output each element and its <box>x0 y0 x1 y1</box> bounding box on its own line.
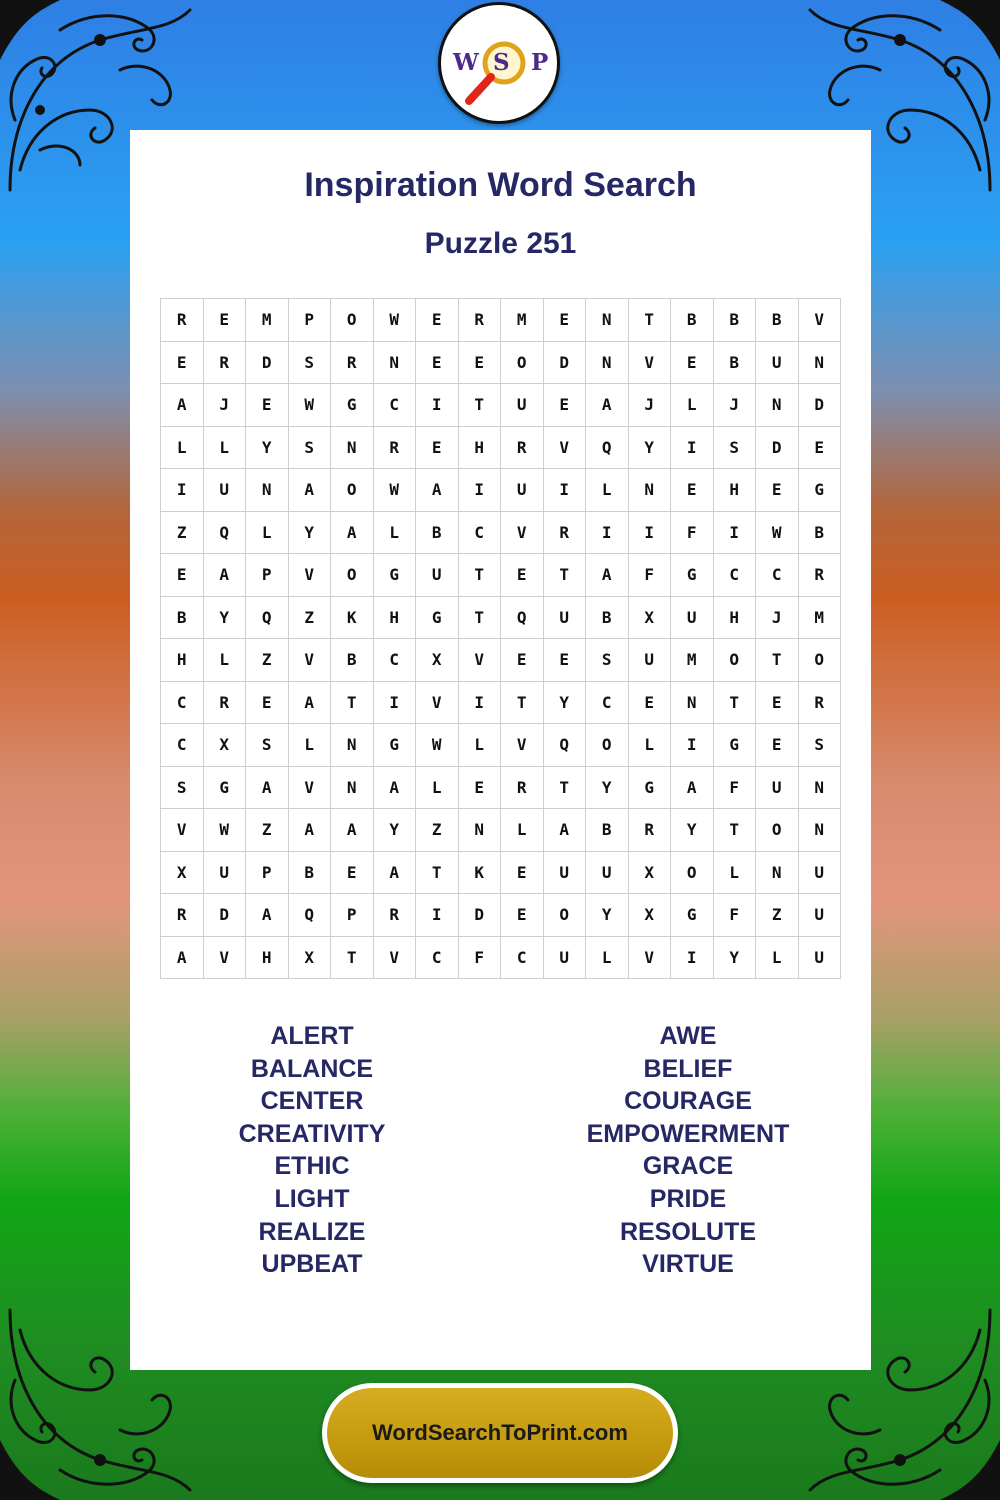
grid-cell[interactable]: F <box>671 512 714 555</box>
grid-cell[interactable]: B <box>586 809 629 852</box>
grid-cell[interactable]: Z <box>289 597 332 640</box>
grid-cell[interactable]: B <box>799 512 842 555</box>
grid-cell[interactable]: L <box>756 937 799 980</box>
puzzle-number: Puzzle 251 <box>424 227 577 260</box>
grid-cell[interactable]: N <box>459 809 502 852</box>
website-button[interactable] <box>322 1383 678 1483</box>
grid-cell[interactable]: U <box>799 852 842 895</box>
grid-cell[interactable]: I <box>459 469 502 512</box>
grid-cell[interactable]: J <box>204 384 247 427</box>
grid-cell[interactable]: I <box>586 512 629 555</box>
grid-cell[interactable]: A <box>289 469 332 512</box>
grid-cell[interactable]: T <box>459 597 502 640</box>
grid-cell[interactable]: D <box>756 427 799 470</box>
grid-cell[interactable]: T <box>756 639 799 682</box>
grid-cell[interactable]: S <box>586 639 629 682</box>
word-item: UPBEAT <box>261 1250 363 1279</box>
grid-cell[interactable]: E <box>756 469 799 512</box>
grid-cell[interactable]: Y <box>629 427 672 470</box>
grid-cell[interactable]: G <box>204 767 247 810</box>
grid-cell[interactable]: E <box>416 427 459 470</box>
grid-cell[interactable]: A <box>161 937 204 980</box>
grid-cell[interactable]: V <box>204 937 247 980</box>
grid-cell[interactable]: Y <box>544 682 587 725</box>
grid-cell[interactable]: Z <box>246 809 289 852</box>
grid-cell[interactable]: S <box>246 724 289 767</box>
grid-cell[interactable]: W <box>374 299 417 342</box>
grid-cell[interactable]: A <box>161 384 204 427</box>
grid-cell[interactable]: O <box>331 554 374 597</box>
grid-cell[interactable]: R <box>204 682 247 725</box>
grid-cell[interactable]: V <box>289 639 332 682</box>
grid-cell[interactable]: C <box>416 937 459 980</box>
grid-cell[interactable]: I <box>544 469 587 512</box>
grid-cell[interactable]: N <box>586 299 629 342</box>
grid-cell[interactable]: X <box>629 894 672 937</box>
grid-cell[interactable]: E <box>331 852 374 895</box>
grid-cell[interactable]: B <box>416 512 459 555</box>
grid-cell[interactable]: Y <box>714 937 757 980</box>
grid-cell[interactable]: M <box>501 299 544 342</box>
word-item: VIRTUE <box>642 1250 734 1279</box>
grid-cell[interactable]: N <box>331 767 374 810</box>
grid-cell[interactable]: B <box>714 342 757 385</box>
grid-cell[interactable]: T <box>459 384 502 427</box>
word-item: LIGHT <box>274 1184 350 1213</box>
grid-cell[interactable]: V <box>629 937 672 980</box>
grid-cell[interactable]: O <box>799 639 842 682</box>
grid-cell[interactable]: C <box>501 937 544 980</box>
grid-cell[interactable]: C <box>374 384 417 427</box>
grid-cell[interactable]: C <box>714 554 757 597</box>
grid-cell[interactable]: C <box>161 724 204 767</box>
grid-cell[interactable]: S <box>289 342 332 385</box>
grid-cell[interactable]: Y <box>246 427 289 470</box>
grid-cell[interactable]: H <box>246 937 289 980</box>
grid-cell[interactable]: D <box>799 384 842 427</box>
grid-cell[interactable]: L <box>204 639 247 682</box>
grid-cell[interactable]: L <box>629 724 672 767</box>
grid-cell[interactable]: E <box>161 342 204 385</box>
grid-cell[interactable]: A <box>416 469 459 512</box>
grid-cell[interactable]: Q <box>204 512 247 555</box>
grid-cell[interactable]: U <box>671 597 714 640</box>
grid-cell[interactable]: N <box>374 342 417 385</box>
word-item: EMPOWERMENT <box>586 1119 790 1148</box>
grid-cell[interactable]: N <box>629 469 672 512</box>
grid-cell[interactable]: G <box>671 554 714 597</box>
grid-cell[interactable]: N <box>331 724 374 767</box>
grid-cell[interactable]: G <box>799 469 842 512</box>
grid-cell[interactable]: L <box>246 512 289 555</box>
grid-cell[interactable]: L <box>416 767 459 810</box>
grid-cell[interactable]: I <box>374 682 417 725</box>
grid-cell[interactable]: I <box>459 682 502 725</box>
grid-cell[interactable]: N <box>799 809 842 852</box>
grid-cell[interactable]: T <box>714 809 757 852</box>
grid-cell[interactable]: R <box>459 299 502 342</box>
grid-cell[interactable]: I <box>714 512 757 555</box>
grid-cell[interactable]: Y <box>586 894 629 937</box>
grid-cell[interactable]: T <box>544 554 587 597</box>
wsp-logo[interactable] <box>438 2 560 124</box>
grid-cell[interactable]: E <box>416 299 459 342</box>
grid-cell[interactable]: R <box>544 512 587 555</box>
word-item: BALANCE <box>250 1054 374 1083</box>
grid-cell[interactable]: N <box>331 427 374 470</box>
grid-cell[interactable]: H <box>459 427 502 470</box>
grid-cell[interactable]: I <box>416 384 459 427</box>
word-item: PRIDE <box>649 1184 727 1213</box>
grid-cell[interactable]: B <box>331 639 374 682</box>
grid-cell[interactable]: U <box>544 597 587 640</box>
word-item: COURAGE <box>624 1087 752 1116</box>
grid-cell[interactable]: B <box>586 597 629 640</box>
grid-cell[interactable]: I <box>629 512 672 555</box>
grid-cell[interactable]: V <box>289 767 332 810</box>
grid-cell[interactable]: A <box>586 384 629 427</box>
grid-cell[interactable]: E <box>501 554 544 597</box>
grid-cell[interactable]: U <box>756 767 799 810</box>
letter-grid[interactable] <box>160 298 841 979</box>
grid-cell[interactable]: U <box>544 852 587 895</box>
word-item: RESOLUTE <box>619 1217 757 1246</box>
grid-cell[interactable]: G <box>416 597 459 640</box>
grid-cell[interactable]: N <box>586 342 629 385</box>
grid-cell[interactable]: G <box>374 554 417 597</box>
grid-cell[interactable]: L <box>586 937 629 980</box>
word-item: ETHIC <box>274 1152 350 1181</box>
grid-cell[interactable]: R <box>161 299 204 342</box>
grid-cell[interactable]: H <box>374 597 417 640</box>
grid-cell[interactable]: M <box>246 299 289 342</box>
grid-cell[interactable]: P <box>289 299 332 342</box>
grid-cell[interactable]: O <box>586 724 629 767</box>
grid-cell[interactable]: E <box>544 639 587 682</box>
grid-cell[interactable]: P <box>246 554 289 597</box>
grid-cell[interactable]: D <box>246 342 289 385</box>
grid-cell[interactable]: H <box>161 639 204 682</box>
word-item: CREATIVITY <box>238 1119 386 1148</box>
grid-cell[interactable]: R <box>799 682 842 725</box>
puzzle-sheet <box>130 130 871 1370</box>
grid-cell[interactable]: T <box>629 299 672 342</box>
grid-cell[interactable]: Z <box>161 512 204 555</box>
grid-cell[interactable]: J <box>714 384 757 427</box>
grid-cell[interactable]: L <box>586 469 629 512</box>
grid-cell[interactable]: V <box>544 427 587 470</box>
grid-cell[interactable]: E <box>756 682 799 725</box>
grid-cell[interactable]: A <box>374 852 417 895</box>
grid-cell[interactable]: N <box>799 767 842 810</box>
grid-cell[interactable]: B <box>671 299 714 342</box>
grid-cell[interactable]: L <box>501 809 544 852</box>
grid-cell[interactable]: M <box>799 597 842 640</box>
grid-cell[interactable]: F <box>714 894 757 937</box>
grid-cell[interactable]: O <box>331 469 374 512</box>
grid-cell[interactable]: K <box>331 597 374 640</box>
grid-cell[interactable]: T <box>544 767 587 810</box>
grid-cell[interactable]: E <box>459 767 502 810</box>
grid-cell[interactable]: E <box>501 894 544 937</box>
grid-cell[interactable]: W <box>756 512 799 555</box>
grid-cell[interactable]: Y <box>586 767 629 810</box>
grid-cell[interactable]: Z <box>416 809 459 852</box>
grid-cell[interactable]: B <box>289 852 332 895</box>
grid-cell[interactable]: I <box>671 427 714 470</box>
grid-cell[interactable]: A <box>289 682 332 725</box>
grid-cell[interactable]: A <box>246 894 289 937</box>
grid-cell[interactable]: E <box>544 299 587 342</box>
grid-cell[interactable]: T <box>331 937 374 980</box>
logo-letter-p: P <box>531 49 549 76</box>
grid-cell[interactable]: F <box>459 937 502 980</box>
grid-cell[interactable]: I <box>161 469 204 512</box>
grid-cell[interactable]: C <box>161 682 204 725</box>
grid-cell[interactable]: A <box>586 554 629 597</box>
grid-cell[interactable]: E <box>756 724 799 767</box>
grid-cell[interactable]: E <box>416 342 459 385</box>
grid-cell[interactable]: V <box>289 554 332 597</box>
grid-cell[interactable]: N <box>756 852 799 895</box>
grid-cell[interactable]: U <box>501 469 544 512</box>
grid-cell[interactable]: G <box>331 384 374 427</box>
grid-cell[interactable]: L <box>374 512 417 555</box>
grid-cell[interactable]: S <box>714 427 757 470</box>
grid-cell[interactable]: B <box>714 299 757 342</box>
grid-cell[interactable]: D <box>459 894 502 937</box>
grid-cell[interactable]: R <box>204 342 247 385</box>
grid-cell[interactable]: Y <box>374 809 417 852</box>
grid-cell[interactable]: X <box>629 597 672 640</box>
grid-cell[interactable]: S <box>161 767 204 810</box>
grid-cell[interactable]: A <box>544 809 587 852</box>
grid-cell[interactable]: R <box>161 894 204 937</box>
grid-cell[interactable]: E <box>544 384 587 427</box>
grid-cell[interactable]: Q <box>544 724 587 767</box>
grid-cell[interactable]: O <box>501 342 544 385</box>
grid-cell[interactable]: E <box>459 342 502 385</box>
grid-cell[interactable]: Q <box>586 427 629 470</box>
grid-cell[interactable]: U <box>586 852 629 895</box>
grid-cell[interactable]: H <box>714 469 757 512</box>
grid-cell[interactable]: L <box>459 724 502 767</box>
grid-cell[interactable]: J <box>629 384 672 427</box>
grid-cell[interactable]: G <box>714 724 757 767</box>
word-item: BELIEF <box>643 1054 733 1083</box>
grid-cell[interactable]: Z <box>246 639 289 682</box>
grid-cell[interactable]: U <box>799 937 842 980</box>
grid-cell[interactable]: A <box>331 512 374 555</box>
grid-cell[interactable]: Y <box>204 597 247 640</box>
grid-cell[interactable]: R <box>331 342 374 385</box>
grid-cell[interactable]: C <box>374 639 417 682</box>
grid-cell[interactable]: R <box>374 427 417 470</box>
grid-cell[interactable]: O <box>331 299 374 342</box>
grid-cell[interactable]: G <box>629 767 672 810</box>
grid-cell[interactable]: L <box>714 852 757 895</box>
grid-cell[interactable]: E <box>799 427 842 470</box>
grid-cell[interactable]: I <box>416 894 459 937</box>
grid-cell[interactable]: L <box>671 384 714 427</box>
grid-cell[interactable]: Q <box>246 597 289 640</box>
grid-cell[interactable]: V <box>374 937 417 980</box>
word-item: ALERT <box>270 1022 354 1050</box>
grid-cell[interactable]: T <box>416 852 459 895</box>
grid-cell[interactable]: A <box>374 767 417 810</box>
grid-cell[interactable]: L <box>204 427 247 470</box>
grid-cell[interactable]: V <box>416 682 459 725</box>
grid-cell[interactable]: U <box>501 384 544 427</box>
grid-cell[interactable]: V <box>501 724 544 767</box>
grid-cell[interactable]: I <box>671 724 714 767</box>
grid-cell[interactable]: W <box>416 724 459 767</box>
grid-cell[interactable]: E <box>671 342 714 385</box>
grid-cell[interactable]: R <box>501 427 544 470</box>
grid-cell[interactable]: W <box>374 469 417 512</box>
grid-cell[interactable]: A <box>331 809 374 852</box>
grid-cell[interactable]: E <box>204 299 247 342</box>
grid-cell[interactable]: G <box>374 724 417 767</box>
grid-cell[interactable]: X <box>289 937 332 980</box>
grid-cell[interactable]: T <box>714 682 757 725</box>
grid-cell[interactable]: A <box>289 809 332 852</box>
grid-cell[interactable]: L <box>161 427 204 470</box>
grid-cell[interactable]: V <box>629 342 672 385</box>
grid-cell[interactable]: D <box>544 342 587 385</box>
grid-cell[interactable]: U <box>204 852 247 895</box>
grid-cell[interactable]: C <box>586 682 629 725</box>
grid-cell[interactable]: T <box>331 682 374 725</box>
grid-cell[interactable]: S <box>799 724 842 767</box>
word-list-right <box>538 1020 838 1281</box>
grid-cell[interactable]: A <box>671 767 714 810</box>
grid-cell[interactable]: G <box>671 894 714 937</box>
website-link-text[interactable]: WordSearchToPrint.com <box>372 1420 628 1445</box>
grid-cell[interactable]: Q <box>289 894 332 937</box>
grid-cell[interactable]: W <box>204 809 247 852</box>
grid-cell[interactable]: U <box>204 469 247 512</box>
word-list-left <box>162 1020 462 1281</box>
grid-cell[interactable]: N <box>246 469 289 512</box>
grid-cell[interactable]: Y <box>289 512 332 555</box>
grid-cell[interactable]: T <box>501 682 544 725</box>
grid-cell[interactable]: I <box>671 937 714 980</box>
grid-cell[interactable]: E <box>246 384 289 427</box>
grid-cell[interactable]: F <box>629 554 672 597</box>
word-item: REALIZE <box>258 1217 366 1246</box>
grid-cell[interactable]: C <box>459 512 502 555</box>
grid-cell[interactable]: N <box>756 384 799 427</box>
grid-cell[interactable]: X <box>416 639 459 682</box>
grid-cell[interactable]: E <box>501 639 544 682</box>
grid-cell[interactable]: W <box>289 384 332 427</box>
grid-cell[interactable]: T <box>459 554 502 597</box>
grid-cell[interactable]: Y <box>671 809 714 852</box>
grid-cell[interactable]: O <box>714 639 757 682</box>
grid-cell[interactable]: J <box>756 597 799 640</box>
grid-cell[interactable]: H <box>714 597 757 640</box>
grid-cell[interactable]: U <box>799 894 842 937</box>
grid-cell[interactable]: S <box>289 427 332 470</box>
grid-cell[interactable]: L <box>289 724 332 767</box>
grid-cell[interactable]: B <box>161 597 204 640</box>
grid-cell[interactable]: X <box>629 852 672 895</box>
grid-cell[interactable]: K <box>459 852 502 895</box>
grid-cell[interactable]: A <box>204 554 247 597</box>
grid-cell[interactable]: E <box>246 682 289 725</box>
grid-cell[interactable]: N <box>671 682 714 725</box>
grid-cell[interactable]: X <box>204 724 247 767</box>
grid-cell[interactable]: Q <box>501 597 544 640</box>
grid-cell[interactable]: U <box>756 342 799 385</box>
word-item: GRACE <box>642 1152 734 1181</box>
grid-cell[interactable]: R <box>629 809 672 852</box>
grid-cell[interactable]: C <box>756 554 799 597</box>
grid-cell[interactable]: E <box>629 682 672 725</box>
grid-cell[interactable]: V <box>501 512 544 555</box>
grid-cell[interactable]: R <box>501 767 544 810</box>
grid-cell[interactable]: V <box>161 809 204 852</box>
grid-cell[interactable]: P <box>331 894 374 937</box>
grid-cell[interactable]: U <box>416 554 459 597</box>
logo-letter-w: W <box>453 49 479 76</box>
grid-cell[interactable]: O <box>671 852 714 895</box>
word-item: CENTER <box>260 1087 364 1116</box>
grid-cell[interactable]: D <box>204 894 247 937</box>
grid-cell[interactable]: P <box>246 852 289 895</box>
grid-cell[interactable]: O <box>544 894 587 937</box>
word-item: AWE <box>659 1022 717 1050</box>
grid-cell[interactable]: O <box>756 809 799 852</box>
grid-cell[interactable]: R <box>374 894 417 937</box>
grid-cell[interactable]: V <box>799 299 842 342</box>
grid-cell[interactable]: F <box>714 767 757 810</box>
grid-cell[interactable]: E <box>161 554 204 597</box>
logo-letter-s: S <box>493 49 510 76</box>
grid-cell[interactable]: N <box>799 342 842 385</box>
grid-cell[interactable]: V <box>459 639 502 682</box>
grid-cell[interactable]: E <box>501 852 544 895</box>
puzzle-title: Inspiration Word Search <box>304 166 697 204</box>
grid-cell[interactable]: U <box>544 937 587 980</box>
grid-cell[interactable]: X <box>161 852 204 895</box>
grid-cell[interactable]: R <box>799 554 842 597</box>
grid-cell[interactable]: Z <box>756 894 799 937</box>
grid-cell[interactable]: A <box>246 767 289 810</box>
grid-cell[interactable]: E <box>671 469 714 512</box>
grid-cell[interactable]: M <box>671 639 714 682</box>
grid-cell[interactable]: B <box>756 299 799 342</box>
website-button-face[interactable] <box>327 1388 673 1478</box>
grid-cell[interactable]: U <box>629 639 672 682</box>
